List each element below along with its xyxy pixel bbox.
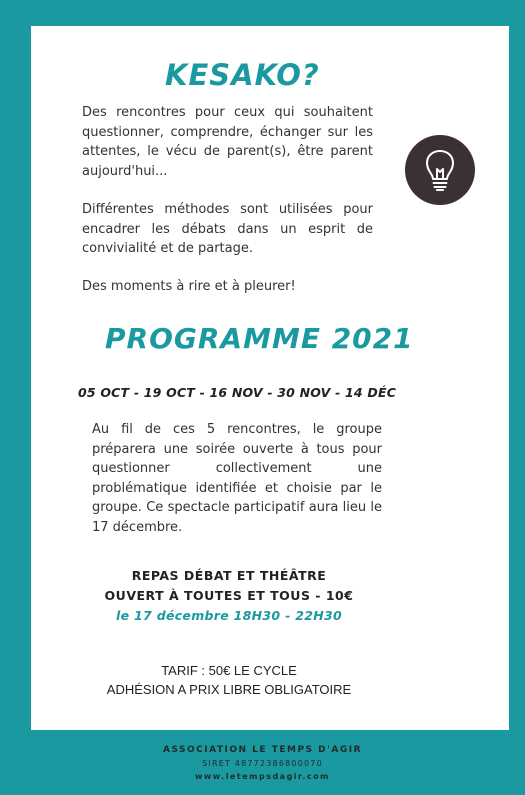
event-subtitle: OUVERT À TOUTES ET TOUS - 10€ [104,588,354,603]
kesako-paragraph-1: Des rencontres pour ceux qui souhaitent questionner, comprendre, échanger sur les attentes, le vécu de parent(s), être parent aujourd'hui... [82,105,373,179]
session-dates: 05 OCT - 19 OCT - 16 NOV - 30 NOV - 14 DÉC [78,385,397,400]
kesako-paragraph-2: Différentes méthodes sont utilisées pour encadrer les débats dans un esprit de convivialité et de partage. [82,202,373,256]
programme-title: PROGRAMME 2021 [105,322,414,355]
tarif-price: TARIF : 50€ LE CYCLE [161,663,297,678]
tarif-membership: ADHÉSION A PRIX LIBRE OBLIGATOIRE [106,682,352,697]
flyer-card [31,26,509,730]
footer-website-link[interactable]: www.letempsdagir.com [195,772,330,781]
footer-siret: SIRET 48772386800070 [202,759,323,768]
programme-description: Au fil de ces 5 rencontres, le groupe préparera une soirée ouverte à tous pour questionner collectivement une problématique identifiée et choisie par le groupe. Ce spectacle participatif aura lieu le 17 décembre. [92,422,382,535]
event-date: le 17 décembre 18H30 - 22H30 [116,608,342,623]
kesako-paragraph-3: Des moments à rire et à pleurer! [82,279,296,294]
kesako-title: KESAKO? [165,58,320,92]
lightbulb-icon [405,135,475,205]
footer-association: ASSOCIATION LE TEMPS D'AGIR [162,745,363,755]
event-title: REPAS DÉBAT ET THÉÂTRE [131,568,327,583]
